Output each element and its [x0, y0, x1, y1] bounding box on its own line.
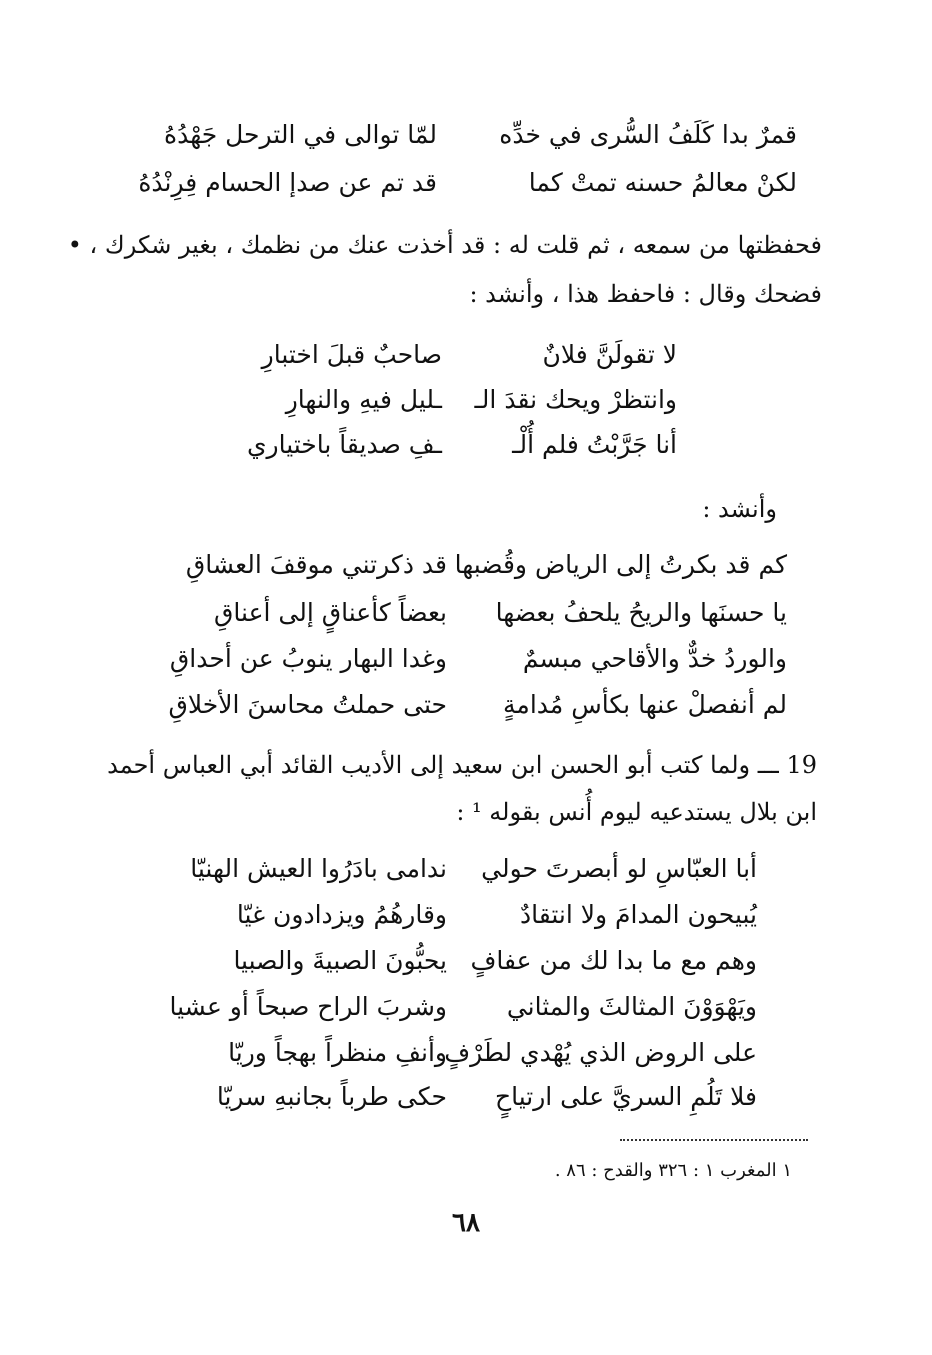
poem4-verse-1-hemistich-1: أبا العبّاسِ لو أبصرتَ حولي: [481, 854, 757, 883]
poem1-verse-2-hemistich-2: قد تم عن صدإ الحسام فِرِنْدُهُ: [138, 168, 437, 197]
poem1-verse-1-hemistich-2: لمّا توالى في الترحل جَهْدُهُ: [163, 120, 437, 149]
poem3-verse-2-hemistich-2: بعضاً كأعناقٍ إلى أعناقِ: [214, 598, 447, 627]
poem4-verse-5-hemistich-1: على الروض الذي يُهْدي لطَرْفٍ: [444, 1038, 757, 1067]
prose2-line-2: ابن بلال يستدعيه ليوم أُنس بقوله ¹ :: [456, 798, 817, 826]
poem1-verse-2-hemistich-1: لكنْ معالمُ حسنه تمتْ كما: [528, 168, 797, 197]
poem2-verse-3-hemistich-1: أنا جَرَّبْتُ فلم أُلْـ: [512, 430, 677, 459]
poem4-verse-3-hemistich-2: يحبُّونَ الصبيةَ والصبيا: [233, 946, 447, 975]
poem1-verse-1-hemistich-1: قمرٌ بدا كَلَفُ السُّرى في خدِّه: [499, 120, 797, 149]
poem4-verse-4-hemistich-1: ويَهْوَوْنَ المثالثَ والمثاني: [506, 992, 757, 1021]
poem2-verse-1-hemistich-2: صاحبٌ قبلَ اختبارِ: [261, 340, 442, 369]
poem4-verse-4-hemistich-2: وشربَ الراح صبحاً أو عشيا: [169, 992, 447, 1021]
poem3-verse-4-hemistich-2: حتى حملتُ محاسنَ الأخلاقِ: [168, 690, 447, 719]
poem4-verse-2-hemistich-2: وقارهُمُ ويزدادون غيّا: [236, 900, 447, 929]
poem3-verse-2-hemistich-1: يا حسنَها والريحُ يلحفُ بعضها: [495, 598, 787, 627]
poem3-verse-3-hemistich-1: والوردُ خدٌّ والأقاحي مبسمٌ: [522, 644, 787, 673]
poem4-verse-5-hemistich-2: وأنفِ منظراً بهجاً وريّا: [228, 1038, 447, 1067]
poem3-verse-1-hemistich-1: كم قد بكرتُ إلى الرياض وقُضبها: [454, 550, 787, 579]
page-number: ٦٨: [452, 1208, 480, 1238]
poem4-verse-2-hemistich-1: يُبيحون المدامَ ولا انتقادٌ: [519, 900, 757, 929]
poem2-verse-2-hemistich-1: وانتظرْ ويحك نقدَ الـ: [474, 385, 677, 414]
poem4-verse-1-hemistich-2: ندامى بادَرُوا العيش الهنيّا: [190, 854, 447, 883]
footnote-separator: [620, 1139, 808, 1141]
poem2-verse-3-hemistich-2: ـفِ صديقاً باختياري: [246, 430, 442, 459]
poem4-verse-3-hemistich-1: وهم مع ما بدا لك من عفافٍ: [470, 946, 757, 975]
prose1-line-2: فضحك وقال : فاحفظ هذا ، وأنشد :: [469, 280, 822, 308]
prose1-line-1: فحفظتها من سمعه ، ثم قلت له : قد أخذت عنك من نظمك ، بغير شكرك ، •: [67, 231, 822, 259]
poem4-verse-6-hemistich-2: حكى طرباً بجانبهِ سريّا: [216, 1082, 447, 1111]
poem4-verse-6-hemistich-1: فلا تَلُمِ السريَّ على ارتياحٍ: [494, 1082, 757, 1111]
poem2-verse-1-hemistich-1: لا تقولَنَّ فلانٌ: [542, 340, 677, 369]
poem3-verse-4-hemistich-1: لم أنفصلْ عنها بكأسِ مُدامةٍ: [503, 690, 787, 719]
prose2-line-1: 19 ـــ ولما كتب أبو الحسن ابن سعيد إلى الأديب القائد أبي العباس أحمد: [107, 751, 817, 779]
recital-intro: وأنشد :: [702, 495, 777, 523]
poem2-verse-2-hemistich-2: ـليل فيهِ والنهارِ: [285, 385, 442, 414]
poem3-verse-1-hemistich-2: قد ذكرتني موقفَ العشاقِ: [185, 550, 447, 579]
footnote: ١ المغرب ١ : ٣٢٦ والقدح : ٨٦ .: [554, 1160, 792, 1181]
poem3-verse-3-hemistich-2: وغدا البهار ينوبُ عن أحداقِ: [169, 644, 447, 673]
